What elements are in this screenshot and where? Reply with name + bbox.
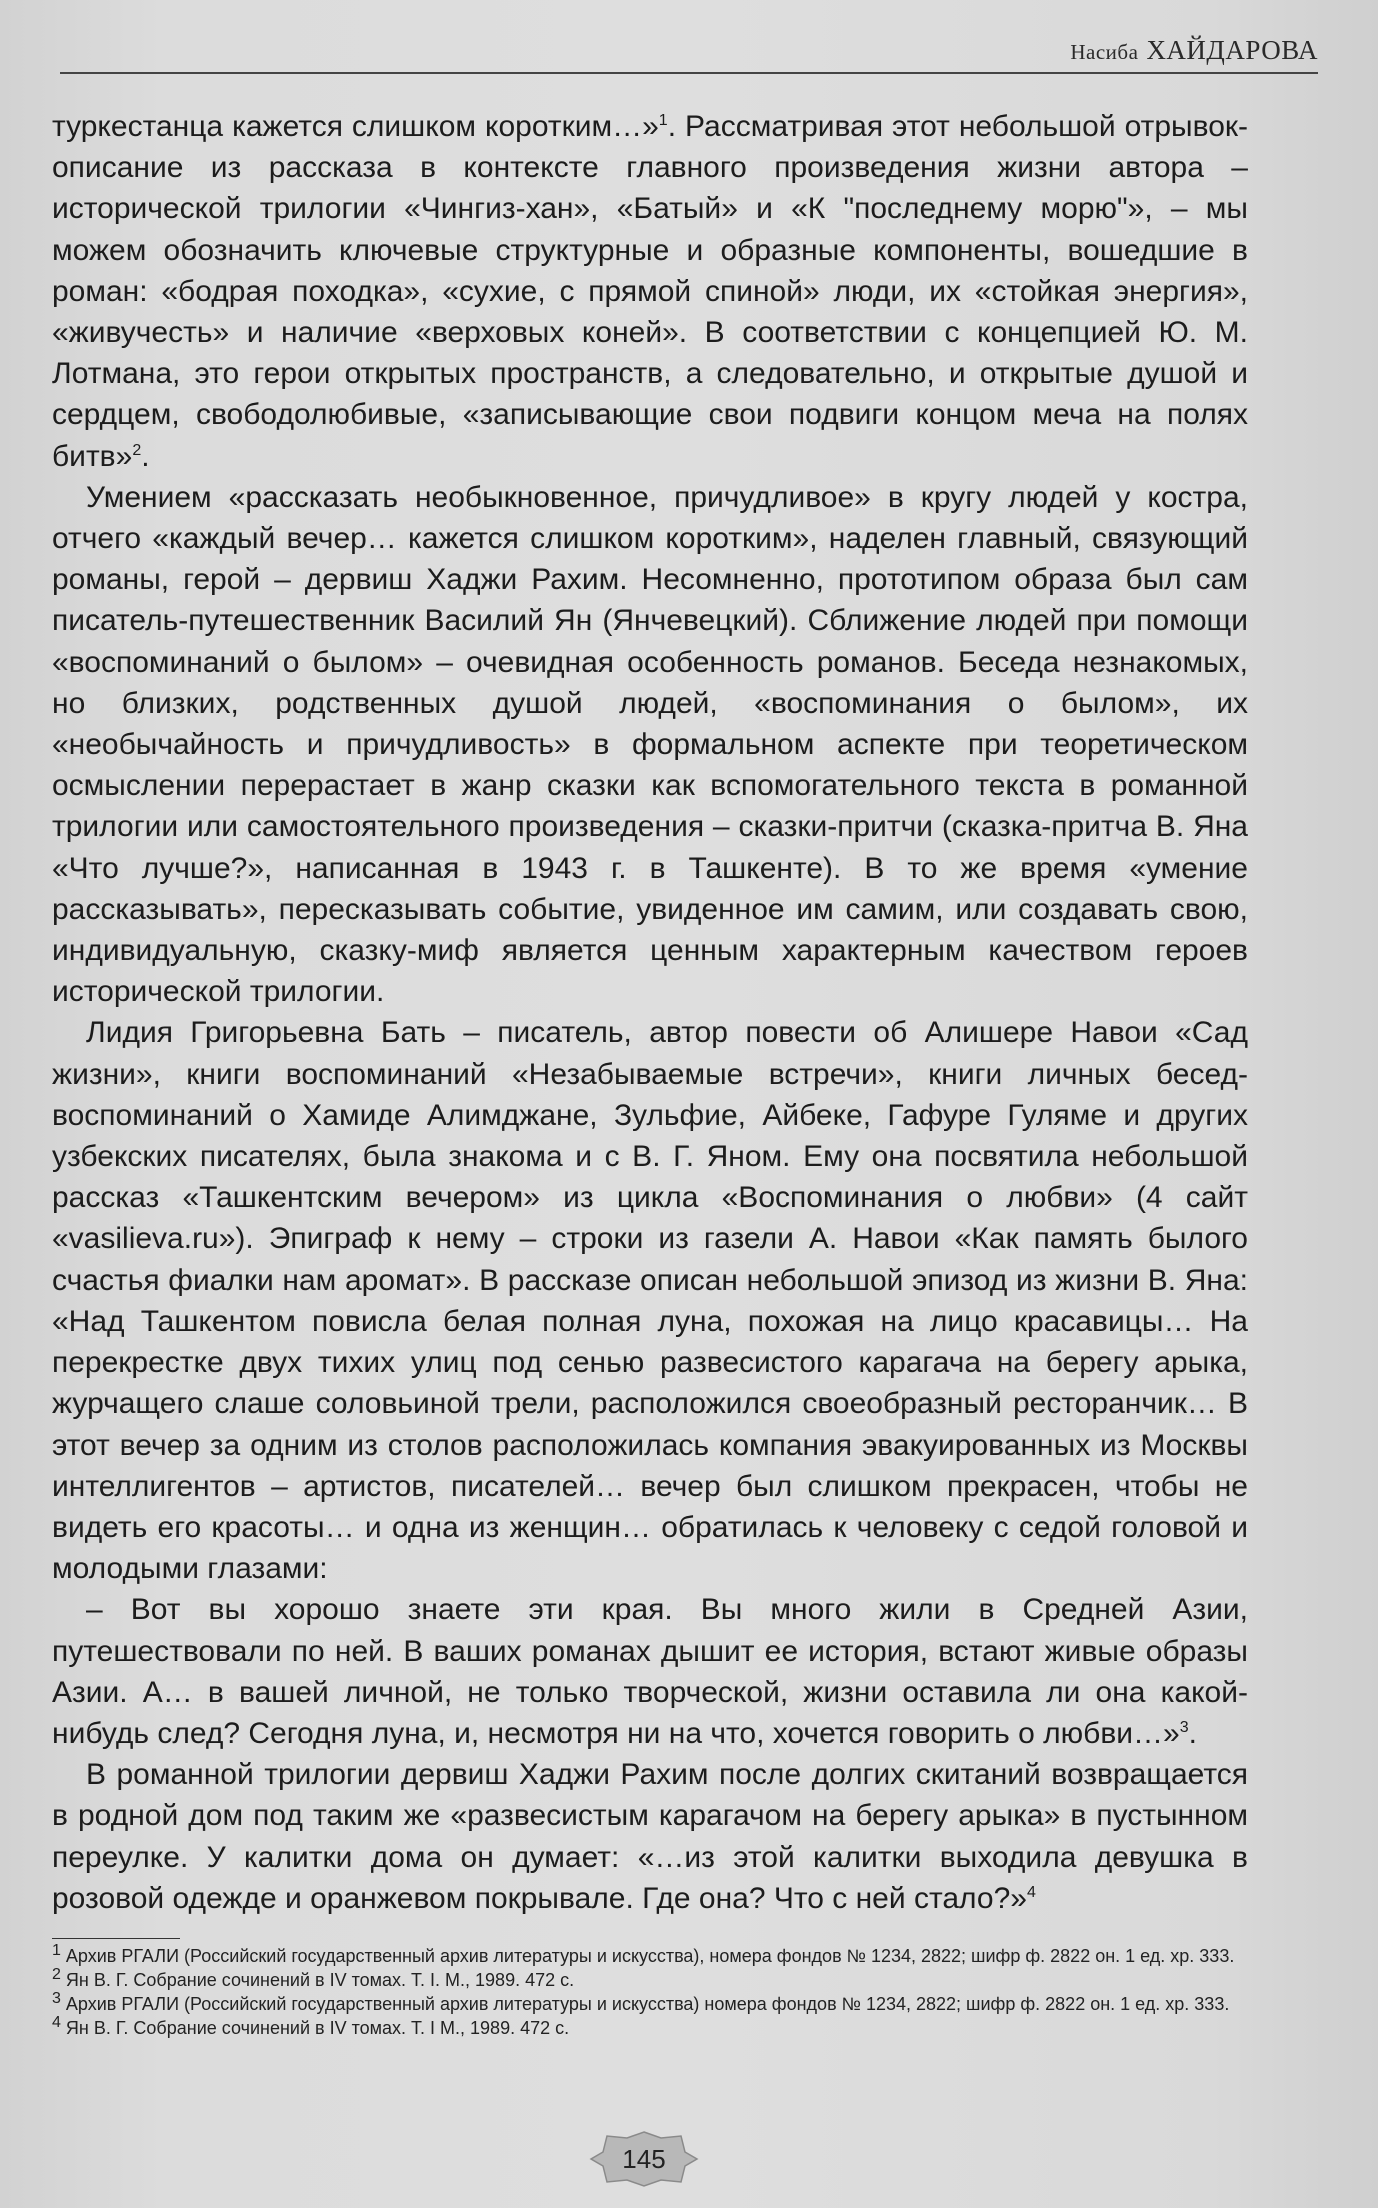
footnote-text: Ян В. Г. Собрание сочинений в IV томах. Т. I. М., 1989. 472 с. [65,1970,575,1990]
footnote-2 [52,1968,1248,1992]
footnote-text: Ян В. Г. Собрание сочинений в IV томах. Т. I М., 1989. 472 с. [65,2018,570,2038]
running-header [60,30,1318,74]
paragraph-2 [52,477,1248,1013]
paragraph-text: . Рассматривая этот небольшой отрывок-описание из рассказа в контексте главного произведения жизни автора – исторической трилогии «Чингиз-хан», «Батый» и «К "последнему морю"», – мы можем обозначить ключевые структурные и образные компоненты, вошедшие в роман: «бодрая походка», «сухие, с прямой спиной» люди, их «стойкая энергия», «живучесть» и наличие «верховых коней». В соответствии с концепцией Ю. М. Лотмана, это герои открытых пространств, а следовательно, и открытые душой и сердцем, свободолюбивые, «записывающие свои подвиги концом меча на полях битв» [52,110,1248,473]
footnote-number: 1 [52,1942,61,1959]
main-text [52,106,1248,1919]
footnote-ref-2: 2 [132,441,142,459]
paragraph-text: туркестанца кажется слишком коротким…» [52,110,659,143]
paragraph-1 [52,106,1248,477]
footnote-1 [52,1944,1248,1968]
header-author-first-name: Насиба [1070,40,1139,64]
page-number-badge [589,2130,699,2188]
paragraph-text: Лидия Григорьевна Бать – писатель, автор повести об Алишере Навои «Сад жизни», книги воспоминаний «Незабываемые встречи», книги личных бесед-воспоминаний о Хамиде Алимджане, Зульфие, Айбеке, Гафуре Гуляме и других узбекских писателях, была знакома и с В. Г. Яном. Ему она посвятила небольшой рассказ «Ташкентским вечером» из цикла «Воспоминания о любви» (4 сайт «vasilieva.ru»). Эпиграф к нему – строки из газели А. Навои «Как память былого счастья фиалки нам аромат». В рассказе описан небольшой эпизод из жизни В. Яна: «Над Ташкентом повисла белая полная луна, похожая на лицо красавицы… На перекрестке двух тихих улиц под сенью развесистого карагача на берегу арыка, журчащего слаше соловьиной трели, расположился своеобразный ресторанчик… В этот вечер за одним из столов расположилась компания эвакуированных из Москвы интеллигентов – артистов, писателей… вечер был слишком прекрасен, чтобы не видеть его красоты… и одна из женщин… обратилась к человеку с седой головой и молодыми глазами: [52,1016,1248,1586]
footnote-ref-3: 3 [1179,1718,1189,1736]
paragraph-3 [52,1012,1248,1589]
paragraph-text: . [141,439,150,473]
footnote-4 [52,2016,1248,2040]
paragraph-text: . [1188,1716,1197,1750]
header-author [1070,35,1318,66]
paragraph-4 [52,1589,1248,1754]
footnote-number: 3 [52,1990,61,2007]
paragraph-5 [52,1754,1248,1919]
footnote-text: Архив РГАЛИ (Российский государственный архив литературы и искусства), номера фондов № 1234, 2822; шифр ф. 2822 он. 1 ед. хр. 333. [65,1946,1235,1966]
paragraph-text: – Вот вы хорошо знаете эти края. Вы много жили в Средней Азии, путешествовали по ней. В ваших романах дышит ее история, встают живые образы Азии. А… в вашей личной, не только творческой, жизни оставила ли она какой-нибудь след? Сегодня луна, и, несмотря ни на что, хочется говорить о любви…» [52,1593,1248,1750]
footnotes [52,1944,1248,2040]
footnote-number: 4 [52,2014,61,2031]
page-number: 145 [622,2144,666,2174]
paragraph-text: В романной трилогии дервиш Хаджи Рахим после долгих скитаний возвращается в родной дом под таким же «развесистым карагачом на берегу арыка» в пустынном переулке. У калитки дома он думает: «…из этой калитки выходила девушка в розовой одежде и оранжевом покрывале. Где она? Что с ней стало?» [52,1758,1248,1915]
footnote-divider [52,1938,180,1939]
footnote-3 [52,1992,1248,2016]
header-author-last-name: ХАЙДАРОВА [1146,35,1318,65]
footnote-text: Архив РГАЛИ (Российский государственный архив литературы и искусства) номера фондов № 1234, 2822; шифр ф. 2822 он. 1 ед. хр. 333. [65,1994,1230,2014]
footnote-ref-1: 1 [658,112,668,129]
footnote-ref-4: 4 [1026,1883,1036,1901]
paragraph-text: Умением «рассказать необыкновенное, причудливое» в кругу людей у костра, отчего «каждый вечер… кажется слишком коротким», наделен главный, связующий романы, герой – дервиш Хаджи Рахим. Несомненно, прототипом образа был сам писатель-путешественник Василий Ян (Янчевецкий). Сближение людей при помощи «воспоминаний о былом» – очевидная особенность романов. Беседа незнакомых, но близких, родственных душой людей, «воспоминания о былом», их «необычайность и причудливость» в формальном аспекте при теоретическом осмыслении перерастает в жанр сказки как вспомогательного текста в романной трилогии или самостоятельного произведения – сказки-притчи (сказка-притча В. Яна «Что лучше?», написанная в 1943 г. в Ташкенте). В то же время «умение рассказывать», пересказывать событие, увиденное им самим, или создавать свою, индивидуальную, сказку-миф является ценным характерным качеством героев исторической трилогии. [52,480,1248,1009]
footnote-number: 2 [52,1966,61,1983]
